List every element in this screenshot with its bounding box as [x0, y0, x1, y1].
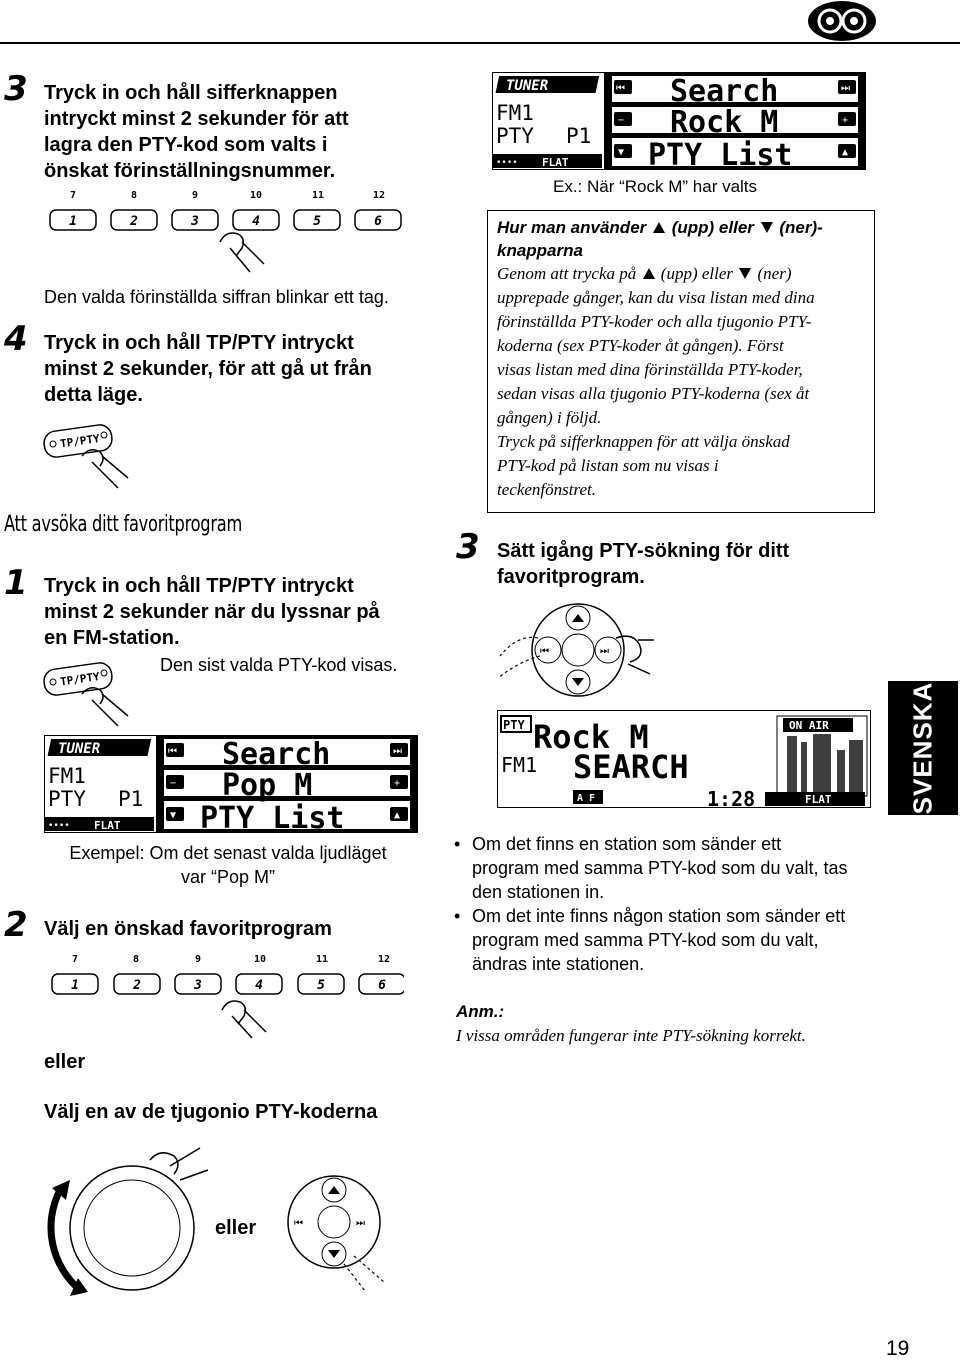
blink-note: Den valda förinställda siffran blinkar ett tag. [44, 287, 389, 307]
step-line: Tryck in och håll TP/PTY intryckt [44, 332, 354, 354]
step-number: 4 [4, 319, 28, 359]
svg-text:⏭: ⏭ [356, 1218, 365, 1229]
display-pty: PTY [496, 124, 534, 148]
bullet-line: • Om det inte finns någon station som sänder ett [472, 906, 846, 926]
svg-text:⏭: ⏭ [600, 646, 609, 657]
display-tuner: TUNER [506, 78, 549, 94]
display-tuner: TUNER [58, 741, 101, 757]
key-label: 3 [191, 214, 199, 229]
tp-pty-label: TP/PTY [59, 432, 101, 451]
key-label: 5 [313, 214, 321, 229]
display-line1: Rock M [533, 718, 649, 756]
body-part: (ner) [757, 264, 792, 283]
tp-pty-button-illustration [40, 660, 140, 730]
step-2-text: Välj en önskad favoritprogram [44, 918, 332, 940]
display-time: 1:28 [707, 787, 756, 808]
key-label: 4 [255, 978, 263, 993]
arrow-pad-illustration [488, 598, 658, 708]
body-line: visas listan med dina förinställda PTY-koder, [497, 360, 803, 379]
key-top-label: 7 [70, 190, 77, 201]
preset-keypad-illustration [44, 950, 404, 1040]
svg-text:⏭: ⏭ [393, 746, 402, 757]
display-line2: Pop M [222, 768, 313, 803]
bullet-line: program med samma PTY-kod som du valt, tas [472, 858, 848, 878]
example-caption: Ex.: När “Rock M” har valts [553, 177, 758, 196]
svg-text:⏮: ⏮ [168, 746, 177, 757]
step-line: Sätt igång PTY-sökning för ditt [497, 540, 790, 562]
example-caption [58, 841, 398, 889]
down-arrow-icon [761, 222, 773, 233]
key-top-label: 9 [192, 190, 199, 201]
step-line: minst 2 sekunder när du lyssnar på [44, 601, 380, 623]
display-pty: PTY [503, 718, 525, 732]
step-number: 2 [4, 905, 28, 945]
step-line: en FM-station. [44, 627, 180, 649]
header-rule [0, 42, 960, 44]
tp-pty-label: TP/PTY [59, 670, 101, 689]
key-label: 6 [378, 978, 386, 993]
heading-part: (upp) eller [671, 218, 754, 237]
body-line: sedan visas alla tjugonio PTY-koderna (sex åt [497, 384, 810, 403]
svg-text:••••: •••• [48, 821, 70, 831]
step-line: önskat förinställningsnummer. [44, 160, 336, 182]
key-top-label: 9 [195, 954, 202, 965]
preset-keypad-illustration [44, 186, 404, 276]
info-box-heading [497, 216, 874, 239]
key-top-label: 11 [316, 954, 329, 965]
body-line: koderna (sex PTY-koder åt gången). Först [497, 336, 784, 355]
step-line: favoritprogram. [497, 566, 645, 588]
step-3-text [44, 80, 349, 184]
key-top-label: 11 [312, 190, 325, 201]
section-title: Att avsöka ditt favoritprogram [4, 512, 243, 537]
note-body: I vissa områden fungerar inte PTY-sökning korrekt. [456, 1026, 806, 1045]
down-arrow-icon [739, 268, 751, 279]
display-preset: P1 [118, 787, 144, 811]
up-arrow-icon [643, 268, 655, 279]
body-part: Genom att trycka på [497, 264, 637, 283]
step-line: Tryck in och håll TP/PTY intryckt [44, 575, 354, 597]
lcd-display-pop-m [44, 735, 418, 833]
info-box-heading-line2: knapparna [497, 241, 583, 260]
step-line: intryckt minst 2 sekunder för att [44, 108, 349, 130]
step-line: detta läge. [44, 384, 143, 406]
display-sound: FLAT [542, 156, 569, 169]
display-line3: PTY List [648, 138, 793, 170]
display-line2: SEARCH [573, 748, 689, 786]
note-heading: Anm.: [456, 1002, 505, 1021]
key-label: 3 [194, 978, 202, 993]
control-dial-illustration [40, 1140, 210, 1310]
key-label: 2 [130, 214, 138, 229]
language-tab [888, 681, 958, 815]
step-1-note: Den sist valda PTY-kod visas. [160, 655, 398, 675]
step-4-text [44, 330, 372, 408]
display-af: A F [577, 793, 596, 804]
info-box [487, 210, 875, 513]
language-tab-label: SVENSKA [907, 681, 938, 815]
step-3-right-text [497, 538, 789, 590]
key-label: 2 [133, 978, 141, 993]
svg-text:••••: •••• [496, 158, 518, 168]
caption-line: Exempel: Om det senast valda ljudläget [69, 843, 387, 863]
key-top-label: 10 [250, 190, 263, 201]
display-sound: FLAT [805, 793, 832, 806]
arrow-pad-illustration [284, 1148, 394, 1298]
svg-text:+: + [842, 115, 849, 126]
svg-text:+: + [394, 778, 401, 789]
body-line: PTY-kod på listan som nu visas i [497, 456, 719, 475]
display-line2: Rock M [670, 105, 779, 140]
display-sound: FLAT [94, 819, 121, 832]
key-top-label: 12 [378, 954, 391, 965]
bullet-item [452, 904, 892, 976]
tp-pty-button-illustration [40, 422, 140, 492]
display-pty: PTY [48, 787, 86, 811]
display-line1: Search [670, 74, 779, 109]
svg-text:⏮: ⏮ [294, 1218, 303, 1229]
key-top-label: 8 [133, 954, 140, 965]
body-line: upprepade gånger, kan du visa listan med dina [497, 288, 815, 307]
finger-icon [82, 688, 128, 726]
svg-text:−: − [170, 778, 177, 789]
or-text: eller [44, 1051, 86, 1073]
key-label: 4 [252, 214, 260, 229]
bullet-line: ändras inte stationen. [472, 954, 645, 974]
body-line: förinställda PTY-koder och alla tjugonio PTY- [497, 312, 812, 331]
body-line: gången) i följd. [497, 408, 602, 427]
svg-text:▼: ▼ [618, 147, 625, 158]
result-bullets [452, 832, 892, 976]
heading-part: Hur man använder [497, 218, 647, 237]
step-1-text [44, 573, 380, 651]
svg-text:▲: ▲ [394, 810, 401, 821]
display-band: FM1 [501, 753, 538, 777]
lcd-display-rock-m [492, 72, 866, 170]
display-preset: P1 [566, 124, 592, 148]
body-line: Tryck på sifferknappen för att välja önskad [497, 432, 790, 451]
display-line1: Search [222, 737, 331, 772]
key-label: 5 [317, 978, 325, 993]
or-text: eller [215, 1217, 257, 1239]
svg-text:▼: ▼ [170, 810, 177, 821]
step-number: 3 [4, 69, 28, 109]
key-top-label: 12 [373, 190, 386, 201]
jvc-logo-icon [806, 0, 878, 42]
svg-text:−: − [618, 115, 625, 126]
key-top-label: 10 [254, 954, 267, 965]
step-number: 1 [4, 563, 28, 603]
up-arrow-icon [653, 222, 665, 233]
svg-text:⏮: ⏮ [616, 83, 625, 94]
svg-text:▲: ▲ [842, 147, 849, 158]
caption-line: var “Pop M” [180, 867, 276, 887]
body-line: teckenfönstret. [497, 480, 596, 499]
step-number: 3 [456, 527, 480, 567]
display-onair: ON AIR [789, 719, 829, 732]
key-label: 6 [374, 214, 382, 229]
choose-text: Välj en av de tjugonio PTY-koderna [44, 1101, 378, 1123]
bullet-line: • Om det finns en station som sänder ett [472, 834, 782, 854]
key-label: 1 [69, 214, 77, 229]
svg-text:⏮: ⏮ [540, 646, 549, 657]
step-line: Tryck in och håll sifferknappen [44, 82, 338, 104]
step-line: minst 2 sekunder, för att gå ut från [44, 358, 372, 380]
finger-icon [82, 450, 128, 488]
finger-icon [222, 1001, 266, 1038]
step-line: lagra den PTY-kod som valts i [44, 134, 328, 156]
display-line3: PTY List [200, 801, 345, 833]
svg-text:⏭: ⏭ [841, 83, 850, 94]
lcd-display-search [497, 710, 871, 808]
key-top-label: 7 [72, 954, 79, 965]
bullet-line: program med samma PTY-kod som du valt, [472, 930, 819, 950]
info-box-body [497, 262, 874, 502]
display-band: FM1 [48, 764, 86, 788]
bullet-line: den stationen in. [472, 882, 605, 902]
page-number: 19 [886, 1337, 910, 1360]
display-band: FM1 [496, 101, 534, 125]
finger-icon [220, 233, 264, 272]
key-top-label: 8 [131, 190, 138, 201]
bullet-item [452, 832, 892, 904]
body-part: (upp) eller [660, 264, 734, 283]
heading-part: (ner)- [779, 218, 823, 237]
key-label: 1 [71, 978, 79, 993]
